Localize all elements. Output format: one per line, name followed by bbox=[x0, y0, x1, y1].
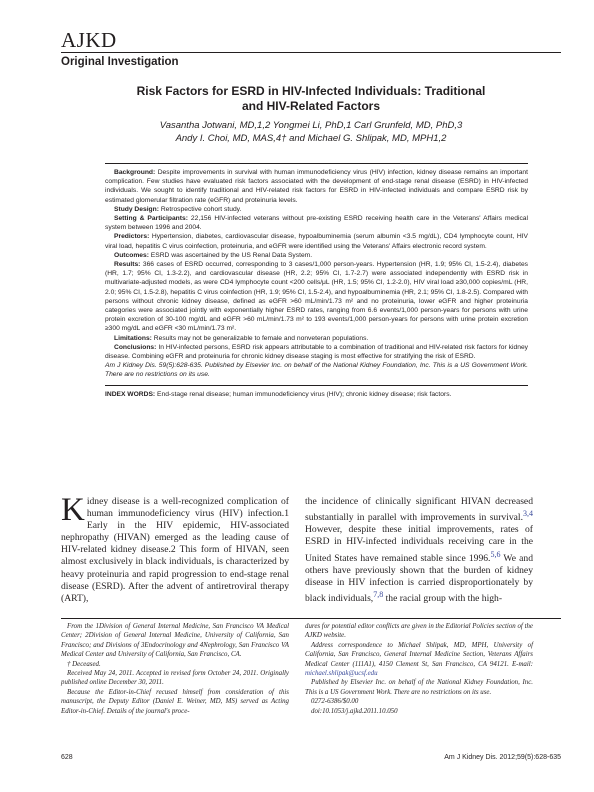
article-title bbox=[61, 84, 561, 114]
author-list bbox=[61, 119, 561, 145]
abstract-limitations: Limitations: Results may not be generalizable to female and nonveteran populations. bbox=[114, 334, 369, 342]
abstract-design: Study Design: Retrospective cohort study. bbox=[114, 205, 242, 213]
abstract-citation: Am J Kidney Dis. 59(5):628-635. Published by Elsevier Inc. on behalf of the National Kidney Foundation, Inc. This is a US Government Work. There are no restrictions on its use. bbox=[105, 362, 528, 379]
footnote-issn: 0272-6386/$0.00 bbox=[311, 698, 359, 706]
footer-citation: Am J Kidney Dis. 2012;59(5):628-635 bbox=[444, 754, 561, 761]
abstract-setting: Setting & Participants: 22,156 HIV-infected veterans without pre-existing ESRD receiving health care in the Veterans' Affairs medical system between 1996 and 2004. bbox=[105, 215, 528, 232]
reference-link[interactable]: 3,4 bbox=[523, 509, 533, 519]
section-label: Original Investigation bbox=[61, 56, 179, 68]
body-column-right: the incidence of clinically significant HIVAN decreased substantially in parallel with improvements in survival.$^{3,4}$ However, despite these initial improvements, rates of ESRD in HIV-infected individuals receiving care in the United States have remained stable since 1996.$^{5,6}$ We and others have previously shown that the burden of kidney disease in HIV infection is carried disproportionately by black individuals,$^{7,8}$ the racial group with the high- bbox=[305, 496, 533, 605]
abstract-results: Results: 366 cases of ESRD occurred, corresponding to 3 cases/1,000 person-years. Hypertension (HR, 1.9; 95% CI, 1.5-2.4), diabetes (HR, 1.7; 95% CI, 1.3-2.2), and cardiovascular disease (HR, 2.2; 95% CI, 1.7-2.7) were associated independently with ESRD risk in multivariate-adjusted models, as were CD4 lymphocyte count <200 cells/μL (HR, 1.5; 95% CI, 1.2-2.0), HIV viral load ≥30,000 copies/mL (HR, 2.0; 95% CI, 1.5-2.8), hepatitis C virus coinfection (HR, 1.9; 95% CI, 1.5-2.4), and hypoalbuminemia (HR, 2.1; 95% CI, 1.8-2.5). Compared with persons without chronic kidney disease, defined as eGFR >60 mL/min/1.73 m² and no proteinuria, lower eGFR and higher proteinuria categories were associated jointly with exponentially higher ESRD rates, ranging from 6.6 events/1,000 person-years for persons with urine protein excretion of 30-100 mg/dL and eGFR >60 mL/min/1.73 m² to 193 events/1,000 person-years for persons with urine protein excretion ≥300 mg/dL and eGFR <30 mL/min/1.73 m². bbox=[105, 261, 529, 333]
reference-link[interactable]: 7,8 bbox=[373, 590, 384, 600]
abstract-outcomes: Outcomes: ESRD was ascertained by the US Renal Data System. bbox=[114, 251, 313, 259]
page-number: 628 bbox=[61, 754, 73, 761]
journal-logo: AJKD bbox=[61, 28, 117, 52]
abstract-background: Background: Despite improvements in survival with human immunodeficiency virus (HIV) infection, kidney disease remains an important complication. Few studies have evaluated risk factors associated with the development of end-stage renal disease (ESRD) in HIV-infected individuals. We sought to identify traditional and HIV-related risk factors for ESRD in HIV-infected individuals and compare ESRD risk by estimated glomerular filtration rate (eGFR) and proteinuria levels. bbox=[105, 169, 529, 204]
title-line-1: Risk Factors for ESRD in HIV-Infected Individuals: Traditional bbox=[136, 84, 486, 98]
footnote-affiliations: From the 1Division of General Internal Medicine, San Francisco VA Medical Center; 2Division of General Internal Medicine, University of California, San Francisco; and Divisions of 3Endocrinology and 4Nephrology, San Francisco VA Medical Center and University of California, San Francisco, CA. bbox=[61, 623, 289, 659]
body-column-left bbox=[61, 492, 289, 605]
body-text-left: idney disease is a well-recognized complication of human immunodeficiency virus (HIV) infection.1 Early in the HIV epidemic, HIV-associated nephropathy (HIVAN) emerged as the leading cause of HIV-related kidney disease.2 This form of HIVAN, seen almost exclusively in black individuals, is characterized by heavy proteinuria and rapid progression to end-stage renal disease (ESRD). After the advent of antiretroviral therapy (ART), bbox=[61, 496, 289, 604]
footnote-rule bbox=[61, 618, 561, 619]
email-link[interactable]: michael.shlipak@ucsf.edu bbox=[305, 670, 378, 678]
abstract-predictors: Predictors: Hypertension, diabetes, cardiovascular disease, hypoalbuminemia (serum albumin <3.5 mg/dL), CD4 lymphocyte count, HIV viral load, hepatitis C virus coinfection, proteinuria, and eGFR were identified using the Veterans' Affairs electronic record system. bbox=[105, 233, 529, 250]
footnote-received: Received May 24, 2011. Accepted in revised form October 24, 2011. Originally published online December 30, 2011. bbox=[61, 670, 289, 687]
footnote-correspondence: Address correspondence to Michael Shlipak, MD, MPH, University of California, San Francisco, General Internal Medicine Section, Veterans Affairs Medical Center (111A1), 4150 Clement St, San Francisco, CA 94121. E-mail: michael.shlipak@ucsf.edu bbox=[305, 641, 533, 678]
footnote-publisher: Published by Elsevier Inc. on behalf of the National Kidney Foundation, Inc. This is a US Government Work. There are no restrictions on its use. bbox=[305, 679, 533, 696]
footnote-editor: Because the Editor-in-Chief recused himself from consideration of this manuscript, the Deputy Editor (Daniel E. Weiner, MD, MS) served as Acting Editor-in-Chief. Details of the journal's proce- bbox=[61, 688, 289, 715]
header-rule bbox=[61, 52, 561, 53]
authors-line-2: Andy I. Choi, MD, MAS,4† and Michael G. Shlipak, MD, MPH1,2 bbox=[175, 133, 447, 144]
abstract bbox=[105, 163, 528, 399]
footnote-deceased: † Deceased. bbox=[67, 660, 101, 668]
footnotes-left bbox=[61, 622, 289, 716]
footnote-doi: doi:10.1053/j.ajkd.2011.10.050 bbox=[311, 707, 398, 715]
footnotes-right bbox=[305, 622, 533, 716]
drop-cap: K bbox=[61, 492, 85, 528]
abstract-conclusions: Conclusions: In HIV-infected persons, ESRD risk appears attributable to a combination of traditional and HIV-related risk factors for kidney disease. Combining eGFR and proteinuria for chronic kidney disease staging is most effective for stratifying the risk of ESRD. bbox=[105, 343, 529, 361]
index-words: INDEX WORDS: End-stage renal disease; human immunodeficiency virus (HIV); chronic kidney disease; risk factors. bbox=[105, 385, 528, 399]
authors-line-1: Vasantha Jotwani, MD,1,2 Yongmei Li, PhD,1 Carl Grunfeld, MD, PhD,3 bbox=[159, 120, 463, 131]
title-line-2: and HIV-Related Factors bbox=[241, 99, 381, 113]
reference-link[interactable]: 5,6 bbox=[490, 549, 501, 559]
footnote-editor-cont: dures for potential editor conflicts are given in the Editorial Policies section of the AJKD website. bbox=[305, 623, 533, 640]
